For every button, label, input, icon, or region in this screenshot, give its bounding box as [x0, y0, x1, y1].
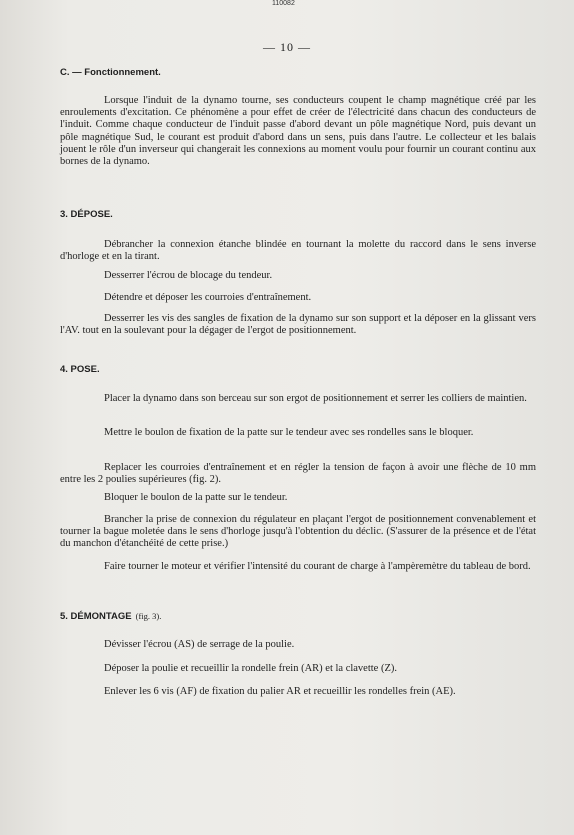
paragraph-fonctionnement: Lorsque l'induit de la dynamo tourne, ses conducteurs coupent le champ magnétique créé par les enroulements d'excitation. Ce phénomène a pour effet de créer de l'électricité dans chacun des conducteurs de l'induit. Comme chaque conducteur de l'induit passe d'abord devant un pôle magnétique Nord, puis devant un pôle magnétique Sud, le courant est produit d'abord dans un sens, puis dans l'autre. Le collecteur et les balais jouent le rôle d'un inverseur qui changerait les connexions au moment voulu pour fournir un courant continu aux bornes de la dynamo.: [60, 95, 536, 168]
figure-reference: (fig. 3).: [135, 611, 162, 621]
page-number: — 10 —: [263, 40, 311, 54]
paragraph-pose-5: Brancher la prise de connexion du régulateur en plaçant l'ergot de positionnement convenablement et tourner la bague moletée dans le sens d'horloge jusqu'à l'obtention du déclic. (S'assurer de la présence et de l'état du manchon d'étanchéité de cette prise.): [60, 514, 536, 550]
paragraph-pose-2: Mettre le boulon de fixation de la patte sur le tendeur avec ses rondelles sans le bloquer.: [104, 427, 474, 438]
demontage-step-1: Dévisser l'écrou (AS) de serrage de la poulie.: [104, 639, 295, 650]
section-title-demontage: [60, 611, 161, 622]
paragraph-depose-4: Desserrer les vis des sangles de fixation de la dynamo sur son support et la déposer en la glissant vers l'AV. tout en la soulevant pour la dégager de l'ergot de positionnement.: [60, 313, 536, 337]
paragraph-depose-3: Détendre et déposer les courroies d'entraînement.: [104, 292, 312, 303]
paragraph-pose-1: Placer la dynamo dans son berceau sur son ergot de positionnement et serrer les colliers de maintien.: [104, 393, 527, 404]
demontage-step-2: Déposer la poulie et recueillir la rondelle frein (AR) et la clavette (Z).: [104, 663, 397, 674]
section-title-demontage-label: 5. DÉMONTAGE: [60, 611, 132, 622]
section-title-pose: 4. POSE.: [60, 364, 100, 375]
document-code: 110082: [272, 0, 295, 7]
paragraph-pose-4: Bloquer le boulon de la patte sur le tendeur.: [104, 492, 288, 503]
paragraph-depose-1: Débrancher la connexion étanche blindée en tournant la molette du raccord dans le sens inverse d'horloge et en la tirant.: [60, 239, 536, 263]
demontage-step-3: Enlever les 6 vis (AF) de fixation du palier AR et recueillir les rondelles frein (AE).: [104, 686, 456, 697]
paragraph-pose-6: Faire tourner le moteur et vérifier l'intensité du courant de charge à l'ampèremètre du tableau de bord.: [104, 561, 531, 572]
paragraph-depose-2: Desserrer l'écrou de blocage du tendeur.: [104, 270, 273, 281]
section-title-fonctionnement: C. — Fonctionnement.: [60, 67, 161, 78]
section-title-depose: 3. DÉPOSE.: [60, 209, 113, 220]
paragraph-pose-3: Replacer les courroies d'entraînement et en régler la tension de façon à avoir une flèche de 10 mm entre les 2 poulies supérieures (fig. 2).: [60, 462, 536, 486]
